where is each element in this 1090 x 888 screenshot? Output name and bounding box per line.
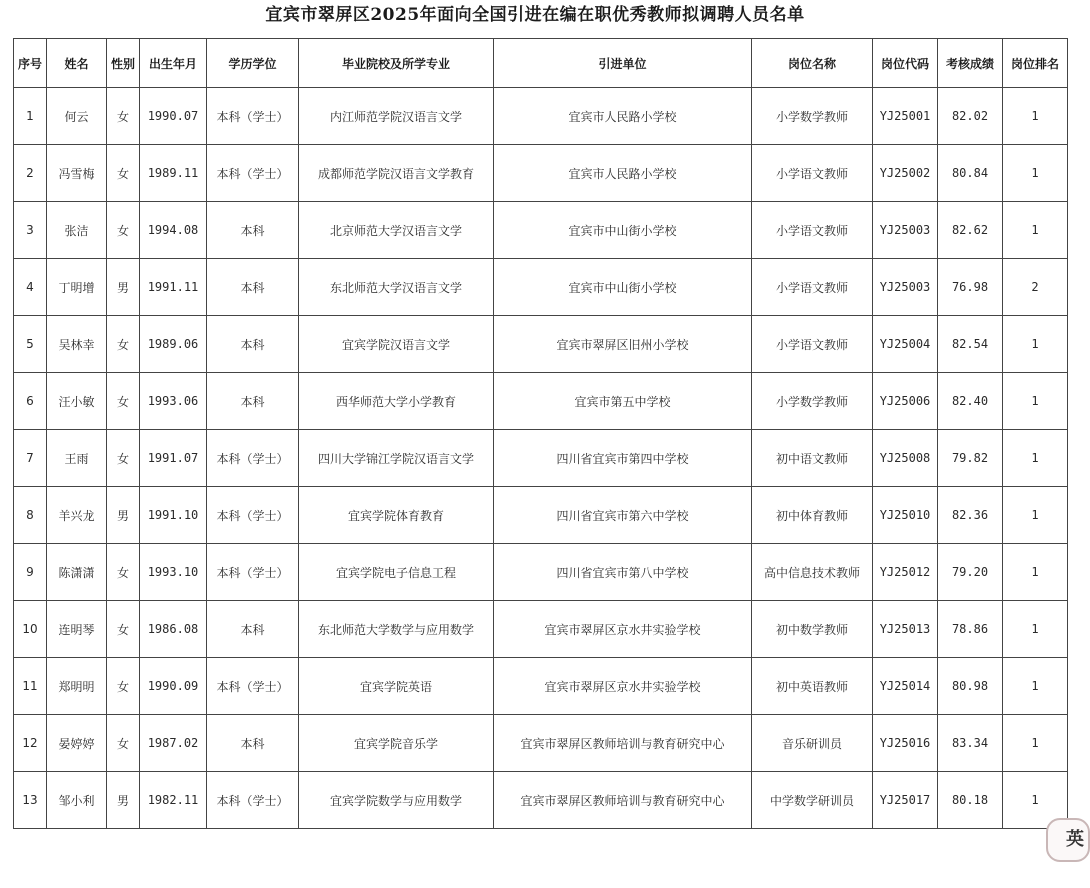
cell-post: 初中语文教师 xyxy=(752,430,873,487)
cell-birth: 1990.07 xyxy=(140,88,207,145)
table-row xyxy=(14,316,1068,373)
personnel-table xyxy=(13,38,1068,829)
cell-code: YJ25006 xyxy=(873,373,938,430)
cell-code: YJ25016 xyxy=(873,715,938,772)
cell-score: 83.34 xyxy=(938,715,1003,772)
cell-post: 中学数学研训员 xyxy=(752,772,873,829)
cell-name: 羊兴龙 xyxy=(47,487,107,544)
cell-birth: 1990.09 xyxy=(140,658,207,715)
cell-score: 80.18 xyxy=(938,772,1003,829)
cell-score: 80.98 xyxy=(938,658,1003,715)
cell-name: 何云 xyxy=(47,88,107,145)
cell-seq: 5 xyxy=(14,316,47,373)
cell-code: YJ25012 xyxy=(873,544,938,601)
header-code: 岗位代码 xyxy=(873,39,938,88)
cell-score: 82.02 xyxy=(938,88,1003,145)
cell-post: 初中体育教师 xyxy=(752,487,873,544)
cell-code: YJ25002 xyxy=(873,145,938,202)
cell-degree: 本科（学士） xyxy=(207,430,299,487)
header-score: 考核成绩 xyxy=(938,39,1003,88)
cell-score: 80.84 xyxy=(938,145,1003,202)
cell-post: 小学语文教师 xyxy=(752,259,873,316)
table-header-row xyxy=(14,39,1068,88)
cell-seq: 1 xyxy=(14,88,47,145)
cell-birth: 1989.06 xyxy=(140,316,207,373)
cell-seq: 12 xyxy=(14,715,47,772)
cell-code: YJ25017 xyxy=(873,772,938,829)
cell-school: 成都师范学院汉语言文学教育 xyxy=(299,145,494,202)
cell-rank: 1 xyxy=(1003,88,1068,145)
cell-rank: 1 xyxy=(1003,772,1068,829)
header-gender: 性别 xyxy=(107,39,140,88)
cell-gender: 女 xyxy=(107,316,140,373)
table-row xyxy=(14,202,1068,259)
cell-gender: 女 xyxy=(107,544,140,601)
cell-degree: 本科 xyxy=(207,259,299,316)
cell-post: 音乐研训员 xyxy=(752,715,873,772)
cell-birth: 1993.06 xyxy=(140,373,207,430)
cell-birth: 1994.08 xyxy=(140,202,207,259)
cell-unit: 四川省宜宾市第六中学校 xyxy=(494,487,752,544)
cell-school: 宜宾学院音乐学 xyxy=(299,715,494,772)
cell-degree: 本科（学士） xyxy=(207,88,299,145)
cell-unit: 宜宾市中山街小学校 xyxy=(494,202,752,259)
cell-degree: 本科 xyxy=(207,373,299,430)
cell-gender: 男 xyxy=(107,772,140,829)
cell-name: 连明琴 xyxy=(47,601,107,658)
table-row xyxy=(14,658,1068,715)
cell-post: 小学数学教师 xyxy=(752,373,873,430)
cell-post: 小学数学教师 xyxy=(752,88,873,145)
cell-gender: 男 xyxy=(107,487,140,544)
cell-code: YJ25004 xyxy=(873,316,938,373)
cell-name: 陈潇潇 xyxy=(47,544,107,601)
cell-code: YJ25008 xyxy=(873,430,938,487)
cell-code: YJ25013 xyxy=(873,601,938,658)
cell-name: 汪小敏 xyxy=(47,373,107,430)
header-rank: 岗位排名 xyxy=(1003,39,1068,88)
cell-birth: 1987.02 xyxy=(140,715,207,772)
table-row xyxy=(14,544,1068,601)
table-row xyxy=(14,88,1068,145)
cell-birth: 1991.10 xyxy=(140,487,207,544)
cell-rank: 1 xyxy=(1003,601,1068,658)
table-row xyxy=(14,145,1068,202)
table-row xyxy=(14,430,1068,487)
cell-post: 高中信息技术教师 xyxy=(752,544,873,601)
cell-post: 初中英语教师 xyxy=(752,658,873,715)
cell-seq: 10 xyxy=(14,601,47,658)
table-row xyxy=(14,772,1068,829)
cell-seq: 11 xyxy=(14,658,47,715)
cell-school: 宜宾学院体育教育 xyxy=(299,487,494,544)
cell-name: 邹小利 xyxy=(47,772,107,829)
cell-unit: 宜宾市翠屏区京水井实验学校 xyxy=(494,601,752,658)
cell-post: 小学语文教师 xyxy=(752,316,873,373)
cell-gender: 女 xyxy=(107,430,140,487)
cell-name: 冯雪梅 xyxy=(47,145,107,202)
cell-degree: 本科 xyxy=(207,202,299,259)
cell-rank: 1 xyxy=(1003,544,1068,601)
cell-gender: 女 xyxy=(107,88,140,145)
cell-degree: 本科 xyxy=(207,601,299,658)
cell-name: 郑明明 xyxy=(47,658,107,715)
cell-name: 丁明增 xyxy=(47,259,107,316)
cell-birth: 1989.11 xyxy=(140,145,207,202)
table-row xyxy=(14,715,1068,772)
cell-unit: 四川省宜宾市第八中学校 xyxy=(494,544,752,601)
cell-rank: 1 xyxy=(1003,145,1068,202)
cell-seq: 7 xyxy=(14,430,47,487)
cell-gender: 女 xyxy=(107,145,140,202)
cell-unit: 宜宾市翠屏区京水井实验学校 xyxy=(494,658,752,715)
cell-gender: 女 xyxy=(107,373,140,430)
cell-unit: 宜宾市中山街小学校 xyxy=(494,259,752,316)
header-unit: 引进单位 xyxy=(494,39,752,88)
cell-gender: 女 xyxy=(107,601,140,658)
cell-birth: 1991.11 xyxy=(140,259,207,316)
cell-rank: 1 xyxy=(1003,715,1068,772)
table-row xyxy=(14,259,1068,316)
header-birth: 出生年月 xyxy=(140,39,207,88)
cell-unit: 四川省宜宾市第四中学校 xyxy=(494,430,752,487)
cell-seq: 4 xyxy=(14,259,47,316)
cell-score: 78.86 xyxy=(938,601,1003,658)
floating-translate-button[interactable]: 英 xyxy=(1046,818,1090,862)
table-row xyxy=(14,487,1068,544)
cell-rank: 1 xyxy=(1003,658,1068,715)
cell-school: 宜宾学院汉语言文学 xyxy=(299,316,494,373)
cell-birth: 1993.10 xyxy=(140,544,207,601)
cell-school: 北京师范大学汉语言文学 xyxy=(299,202,494,259)
cell-unit: 宜宾市翠屏区教师培训与教育研究中心 xyxy=(494,772,752,829)
cell-rank: 1 xyxy=(1003,430,1068,487)
cell-code: YJ25003 xyxy=(873,202,938,259)
cell-code: YJ25003 xyxy=(873,259,938,316)
cell-post: 初中数学教师 xyxy=(752,601,873,658)
cell-score: 79.20 xyxy=(938,544,1003,601)
table-row xyxy=(14,373,1068,430)
cell-score: 82.36 xyxy=(938,487,1003,544)
cell-rank: 1 xyxy=(1003,373,1068,430)
cell-name: 张洁 xyxy=(47,202,107,259)
cell-school: 东北师范大学数学与应用数学 xyxy=(299,601,494,658)
cell-school: 内江师范学院汉语言文学 xyxy=(299,88,494,145)
cell-school: 宜宾学院电子信息工程 xyxy=(299,544,494,601)
cell-rank: 1 xyxy=(1003,316,1068,373)
cell-score: 79.82 xyxy=(938,430,1003,487)
cell-unit: 宜宾市翠屏区教师培训与教育研究中心 xyxy=(494,715,752,772)
document-title: 宜宾市翠屏区2025年面向全国引进在编在职优秀教师拟调聘人员名单 xyxy=(265,5,805,25)
cell-score: 82.40 xyxy=(938,373,1003,430)
cell-score: 76.98 xyxy=(938,259,1003,316)
cell-degree: 本科（学士） xyxy=(207,145,299,202)
cell-school: 四川大学锦江学院汉语言文学 xyxy=(299,430,494,487)
cell-gender: 男 xyxy=(107,259,140,316)
header-seq: 序号 xyxy=(14,39,47,88)
cell-school: 东北师范大学汉语言文学 xyxy=(299,259,494,316)
cell-name: 王雨 xyxy=(47,430,107,487)
cell-rank: 1 xyxy=(1003,487,1068,544)
cell-unit: 宜宾市人民路小学校 xyxy=(494,145,752,202)
cell-degree: 本科（学士） xyxy=(207,658,299,715)
cell-seq: 8 xyxy=(14,487,47,544)
table-row xyxy=(14,601,1068,658)
cell-degree: 本科 xyxy=(207,715,299,772)
header-degree: 学历学位 xyxy=(207,39,299,88)
cell-gender: 女 xyxy=(107,202,140,259)
cell-unit: 宜宾市第五中学校 xyxy=(494,373,752,430)
cell-gender: 女 xyxy=(107,715,140,772)
cell-post: 小学语文教师 xyxy=(752,202,873,259)
cell-gender: 女 xyxy=(107,658,140,715)
cell-code: YJ25001 xyxy=(873,88,938,145)
cell-birth: 1991.07 xyxy=(140,430,207,487)
cell-school: 宜宾学院英语 xyxy=(299,658,494,715)
cell-rank: 2 xyxy=(1003,259,1068,316)
cell-degree: 本科（学士） xyxy=(207,487,299,544)
cell-school: 宜宾学院数学与应用数学 xyxy=(299,772,494,829)
cell-post: 小学语文教师 xyxy=(752,145,873,202)
cell-degree: 本科（学士） xyxy=(207,544,299,601)
cell-seq: 2 xyxy=(14,145,47,202)
cell-unit: 宜宾市人民路小学校 xyxy=(494,88,752,145)
cell-school: 西华师范大学小学教育 xyxy=(299,373,494,430)
cell-seq: 13 xyxy=(14,772,47,829)
cell-birth: 1982.11 xyxy=(140,772,207,829)
cell-unit: 宜宾市翠屏区旧州小学校 xyxy=(494,316,752,373)
cell-score: 82.54 xyxy=(938,316,1003,373)
cell-name: 晏婷婷 xyxy=(47,715,107,772)
cell-birth: 1986.08 xyxy=(140,601,207,658)
cell-seq: 6 xyxy=(14,373,47,430)
header-post: 岗位名称 xyxy=(752,39,873,88)
cell-name: 吴林幸 xyxy=(47,316,107,373)
cell-degree: 本科（学士） xyxy=(207,772,299,829)
cell-degree: 本科 xyxy=(207,316,299,373)
cell-seq: 3 xyxy=(14,202,47,259)
header-school: 毕业院校及所学专业 xyxy=(299,39,494,88)
cell-seq: 9 xyxy=(14,544,47,601)
cell-rank: 1 xyxy=(1003,202,1068,259)
header-name: 姓名 xyxy=(47,39,107,88)
cell-code: YJ25010 xyxy=(873,487,938,544)
cell-score: 82.62 xyxy=(938,202,1003,259)
cell-code: YJ25014 xyxy=(873,658,938,715)
